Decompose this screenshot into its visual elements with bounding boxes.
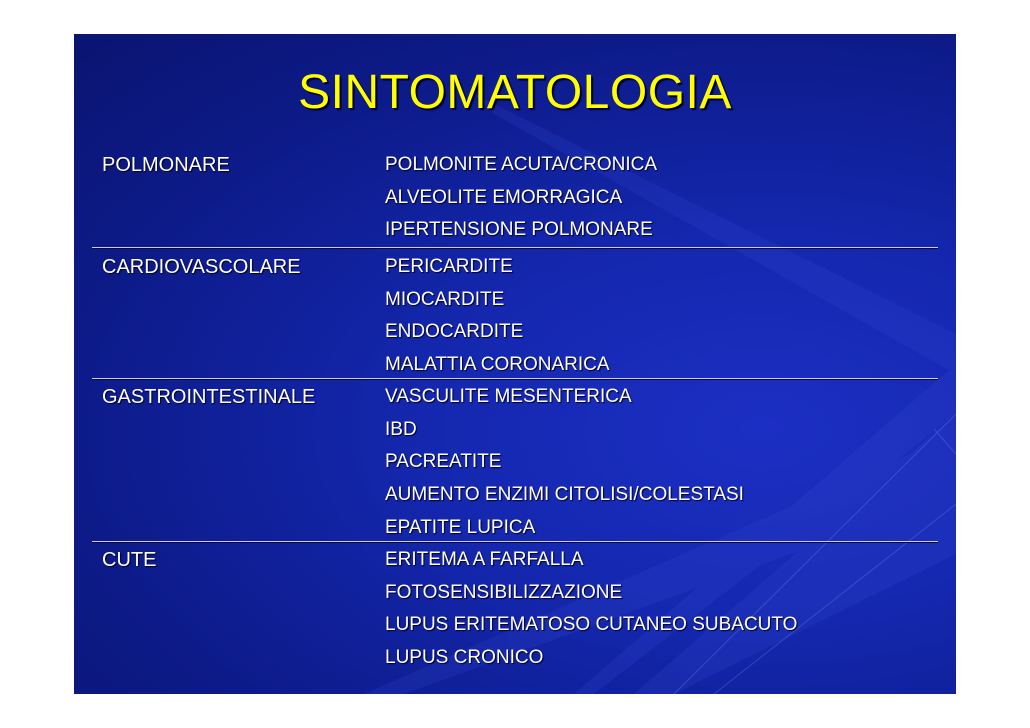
symptom-list [385, 381, 744, 545]
symptom-list [385, 544, 797, 675]
symptom-item: AUMENTO ENZIMI CITOLISI/COLESTASI [385, 484, 744, 506]
slide [74, 34, 956, 694]
symptom-item: FOTOSENSIBILIZZAZIONE [385, 581, 623, 603]
symptom-item: PERICARDITE [385, 256, 513, 277]
section-divider [92, 247, 938, 248]
category-label: CARDIOVASCOLARE [102, 256, 301, 278]
symptom-item: PACREATITE [385, 451, 502, 473]
symptom-item: MIOCARDITE [385, 288, 505, 310]
category-label: POLMONARE [102, 154, 230, 176]
category-label: CUTE [102, 549, 157, 571]
symptom-item: VASCULITE MESENTERICA [385, 386, 632, 407]
symptom-item: LUPUS CRONICO [385, 647, 544, 669]
symptom-item: IPERTENSIONE POLMONARE [385, 219, 653, 241]
symptom-list [385, 251, 610, 382]
section-divider [92, 378, 938, 379]
category-label: GASTROINTESTINALE [102, 386, 316, 408]
symptom-item: POLMONITE ACUTA/CRONICA [385, 154, 658, 175]
slide-title: SINTOMATOLOGIA [298, 66, 732, 119]
section-divider [92, 541, 938, 542]
symptom-item: ENDOCARDITE [385, 321, 524, 343]
symptom-item: ERITEMA A FARFALLA [385, 549, 584, 570]
symptom-item: MALATTIA CORONARICA [385, 354, 610, 376]
symptom-item: IBD [385, 418, 417, 440]
symptom-item: LUPUS ERITEMATOSO CUTANEO SUBACUTO [385, 614, 798, 636]
symptom-list [385, 149, 657, 247]
symptom-item: ALVEOLITE EMORRAGICA [385, 186, 623, 208]
symptom-item: EPATITE LUPICA [385, 516, 536, 538]
